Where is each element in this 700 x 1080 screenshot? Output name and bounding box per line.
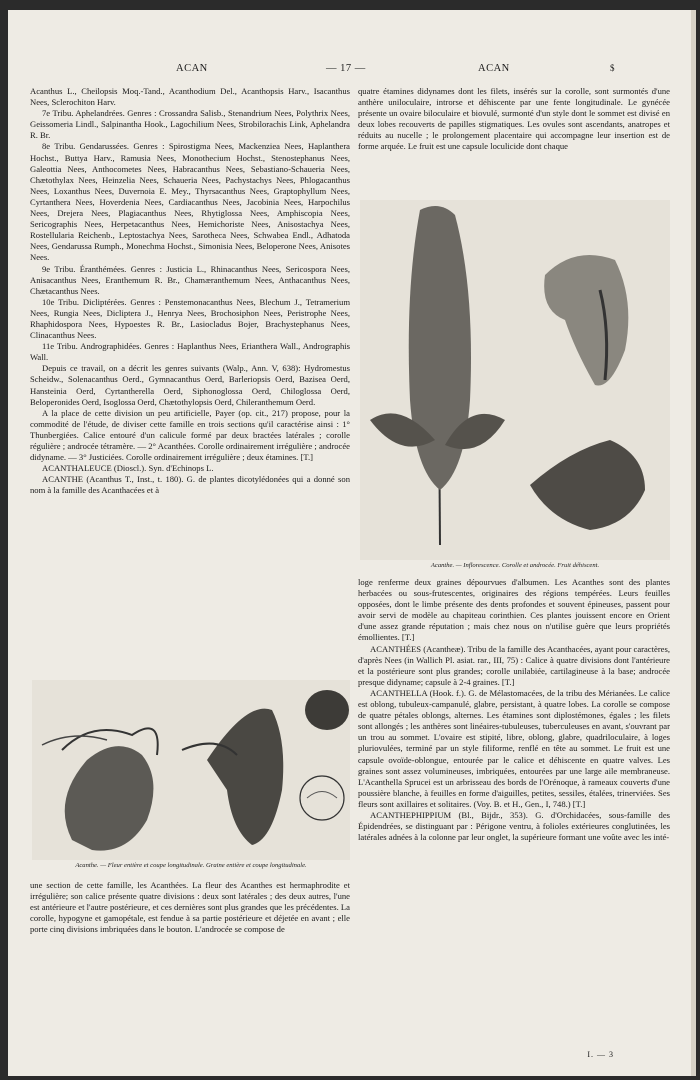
figure-caption: Acanthe. — Fleur entière et coupe longitudinale. Graine entière et coupe longitudinale. <box>75 862 307 869</box>
right-column-top <box>358 86 670 153</box>
paragraph: ACANTHEPHIPPIUM (Bl., Bijdr., 353). G. d'Orchidacées, sous-famille des Épidendrées, se distinguant par : Périgone ventru, à folioles extérieures conglutinées, les latérales adnées à la colonne par leur onglet, la supérieure formant une voûte avec les inté- <box>358 809 670 843</box>
paragraph: Depuis ce travail, on a décrit les genres suivants (Walp., Ann. V, 638): Hydromestus Scheidw., Solenacanthus Oerd., Gymnacanthus Oerd, Barleriopsis Oerd, Bazisea Oerd, Hansteinia Oerd, Cyrtantherella Oerd, Siphonoglossa Oerd, Chiloglossa Oerd, Beloperonides Oerd, Isoglossa Oerd, Chætothylopsis Oerd, Chileranthemum Oerd. <box>30 363 350 407</box>
paragraph: 8e Tribu. Gendarussées. Genres : Spirostigma Nees, Mackenzieа Nees, Haplanthera Hochst., Buttya Harv., Ramusia Nees, Monothecium Hochst., Stenostephanus Nees, Galeottia Nees, Anthocometes Nees, Habracanthus Nees, Sebastiano-Schaueria Nees, Chætothylax Nees, Heinzelia Nees, Schaueria Nees, Pachystachys Nees, Phlogacanthus Nees, Loxanthus Nees, Duvernoia E. Mey., Thyrsacanthus Nees, Graptophyllum Nees, Cyrtanthera Nees, Hoverdenia Nees, Cardiacanthus Nees, Jacobinia Nees, Harpochilus Nees, Drejera Nees, Plagiacanthus Nees, Rhytiglossa Nees, Amphiscopia Nees, Sericographis Nees, Herpetacanthus Nees, Hemichoriste Nees, Anisostachya Nees, Rostellularia Reichenb., Leptostachya Nees, Sarotheca Nees, Schwabea Endl., Adhatoda Nees, Gendarussa Rumph., Monechma Hochst., Simonisia Nees, Beloperone Nees, Anisotes Nees. <box>30 141 350 263</box>
paragraph: 11e Tribu. Andrographidées. Genres : Haplanthus Nees, Erianthera Wall., Andrographis Wall. <box>30 341 350 363</box>
header-page-number: — 17 — <box>326 63 366 74</box>
page-edge <box>691 10 696 1076</box>
paragraph: 10e Tribu. Dicliptérées. Genres : Penstemonacanthus Nees, Blechum J., Tetramerium Nees, Rungia Nees, Dicliptera J., Henrya Nees, Brochosiphon Nees, Peristrophe Nees, Rhaphidospora Nees, Hypoestes R. Br., Lasiocladus Bojer, Brachystephanus Nees, Clinacanthus Nees. <box>30 296 350 341</box>
paragraph: une section de cette famille, les Acanthées. La fleur des Acanthes est hermaphrodite et irrégulière; son calice présente quatre divisions : deux sont latérales ; des deux autres, l'une est antérieure et l'autre postérieure, et ces dernières sont plus grandes que les précédentes. La corolle, hypogyne et gamopétale, est fendue à sa partie postérieure et déjetée en avant ; elle porte cinq divisions imbriquées dans le bouton. L'androcée se compose de <box>30 880 350 935</box>
header-mark: $ <box>610 63 615 73</box>
paragraph: ACANTHELLA (Hook. f.). G. de Mélastomacées, de la tribu des Mérianées. Le calice est oblong, tubuleux-campanulé, glabre, persistant, à quatre lobes. La corolle se compose de quatre pétales oblongs, alternes. Les étamines sont diplostémones, égales ; les filets sont allongés ; les anthères sont linéaires-tubuleuses, tuberculeuses en avant, s'ouvrant par un trou au sommet. L'ovaire est stipité, libre, oblong, glabre, quadriloculaire, à loges pluriovulées, terminé par un style filiforme, renflé en tête au sommet. Le fruit est une capsule ovoïde-oblongue, entourée par le calice et déhiscente en quatre valves. Les graines sont assez volumineuses, imbriquées, entourées par une large aile membraneuse. L'Acanthella Sprucei est un arbrisseau des bords de l'Orénoque, à rameaux couverts d'une poussière blanche, à feuilles en forme d'aiguilles, petites, sessiles, étalées, trinerviées. Ses fleurs sont axillaires et solitaires. (Voy. B. et H., Gen., I, 748.) [T.] <box>358 687 670 809</box>
left-column-top <box>30 86 350 496</box>
paragraph: ACANTHALEUCE (Dioscl.). Syn. d'Echinops L. <box>42 463 214 474</box>
figure-acanthus-inflorescence <box>360 200 670 560</box>
paragraph: 7e Tribu. Aphelandrées. Genres : Crossandra Salisb., Stenandrium Nees, Polythrix Nees, Geissomeria Lindl., Salpinantha Hook., Lagochilium Nees, Strobilorachis Link, Aphelandra R. Br. <box>30 108 350 141</box>
header-right: ACAN <box>478 63 510 74</box>
paragraph: ACANTHÉES (Acantheæ). Tribu de la famille des Acanthacées, ayant pour caractères, d'après Nees (in Wallich Pl. asiat. rar., III, 75) : Calice à quatre divisions dont l'antérieure et la postérieure sont plus grandes; corolle unilabiée, cartilagineuse à la base; androcée presque didyname; capsule à 2-4 graines. [T.] <box>358 643 670 687</box>
inflorescence-engraving-illustration <box>360 200 670 560</box>
figure-caption: Acanthe. — Inflorescence. Corolle et androcée. Fruit déhiscent. <box>430 562 600 569</box>
page <box>8 10 696 1076</box>
flower-engraving-illustration <box>32 680 350 860</box>
left-column-bottom <box>30 880 350 935</box>
paragraph: loge renferme deux graines dépourvues d'albumen. Les Acanthes sont des plantes herbacées ou sous-frutescentes, originaires des régions tempérées. Leurs feuilles opposées, dont le limbe présente des dents profondes et souvent épineuses, passent pour avoir servi de modèle au chapiteau corinthien. Ces plantes jouissent encore en Orient d'une assez grande réputation ; mais chez nous on n'utilise guère que leurs propriétés émollientes. [T.] <box>358 577 670 643</box>
paragraph: quatre étamines didynames dont les filets, insérés sur la corolle, sont surmontés d'une anthère uniloculaire, introrse et déhiscente par une fente longitudinale. Le gynécée présente un ovaire biloculaire et biovulé, surmonté d'un style dont le sommet est divisé en deux lobes recouverts de papilles stigmatiques. Les ovules sont ascendants, anatropes et réduits au nucelle ; le prolongement placentaire qui accompagne leur insertion est de forme arquée. Le fruit est une capsule loculicide dont chaque <box>358 86 670 152</box>
signature-mark: I. — 3 <box>587 1050 614 1059</box>
paragraph: 9e Tribu. Éranthémées. Genres : Justicia L., Rhinacanthus Nees, Sericospora Nees, Anisacanthus Nees, Eranthemum R. Br., Chamæranthemum Nees, Anthacanthus Nees, Chætacanthus Nees. <box>30 263 350 296</box>
paragraph: Acanthus L., Cheilopsis Moq.-Tand., Acanthodium Del., Acanthopsis Harv., Isacanthus Nees, Sclerochiton Harv. <box>30 86 350 108</box>
figure-acanthus-flower <box>32 680 350 860</box>
header-left: ACAN <box>176 63 208 74</box>
paragraph: ACANTHE (Acanthus T., Inst., t. 180). G. de plantes dicotylédonées qui a donné son nom à la famille des Acanthacées et à <box>30 474 350 496</box>
paragraph: A la place de cette division un peu artificielle, Payer (op. cit., 217) propose, pour la commodité de l'étude, de diviser cette famille en trois sections qu'il caractérise ainsi : 1° Thunbergiées. Calice entouré d'un calicule formé par deux bractées latérales ; corolle régulière ; androcée tétramère. — 2° Acanthées. Corolle ordinairement irrégulière ; androcée didyname. — 3° Justiciées. Corolle ordinairement irrégulière ; deux étamines. [T.] <box>30 407 350 463</box>
right-column-bottom <box>358 577 670 843</box>
